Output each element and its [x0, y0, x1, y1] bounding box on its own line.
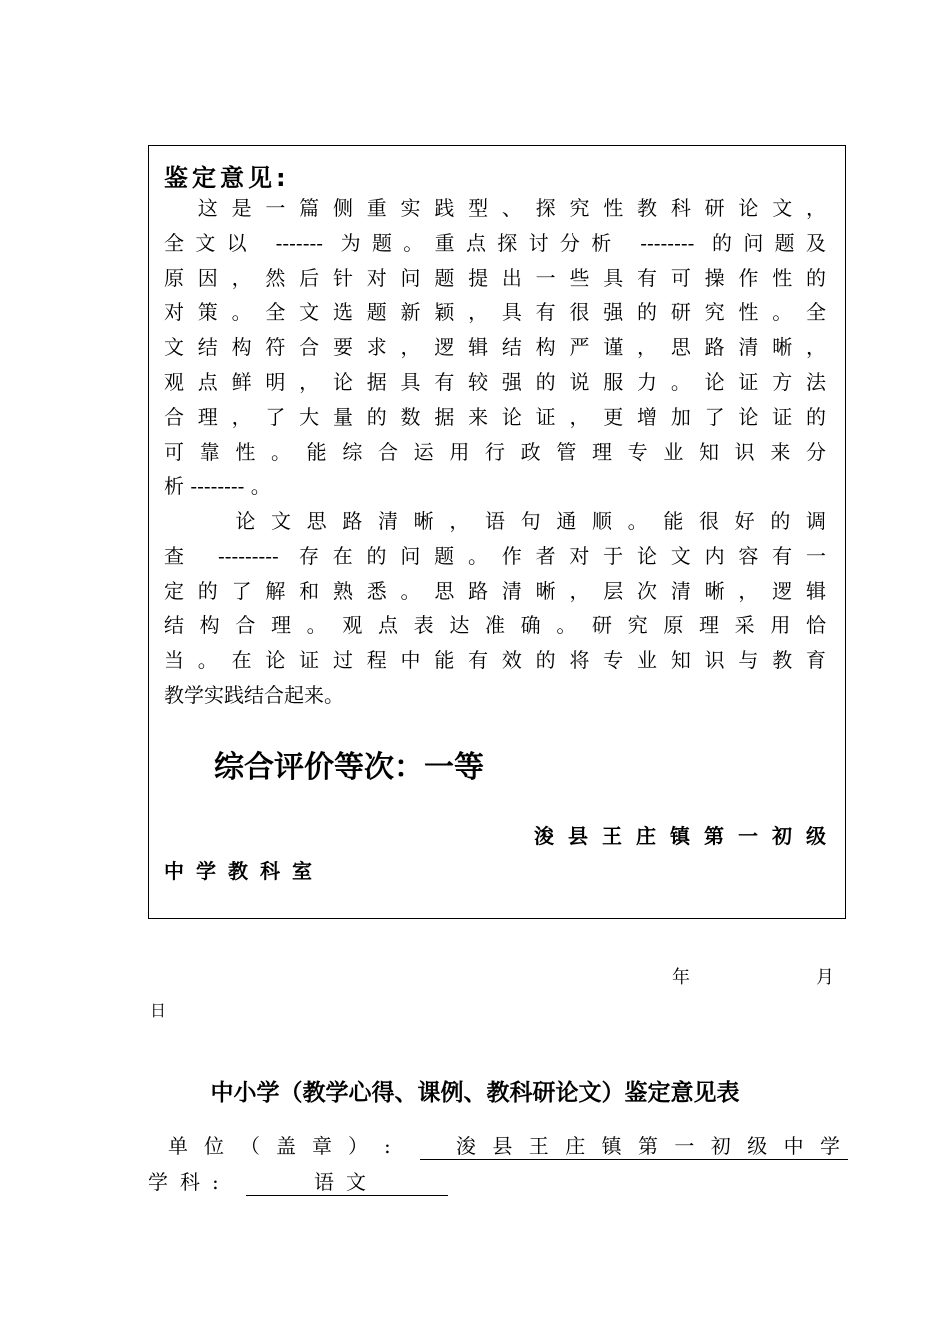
- paragraph-line: 查 --------- 存在的问题。作者对于论文内容有一: [164, 543, 826, 568]
- paragraph-line: 当。在论证过程中能有效的将专业知识与教育: [164, 648, 826, 673]
- date-day: 日: [150, 1001, 167, 1020]
- date-year: 年: [672, 967, 690, 988]
- subject-label: 学科:: [148, 1170, 231, 1194]
- paragraph-line: 定的了解和熟悉。思路清晰，层次清晰，逻辑: [164, 578, 826, 603]
- unit-label: 单位（盖章）:: [168, 1134, 407, 1158]
- paragraph-line: 对策。全文选题新颖，具有很强的研究性。全: [164, 300, 826, 325]
- unit-field[interactable]: 浚县王庄镇第一初级中学: [420, 1130, 848, 1160]
- school-name-line2: 中学教科室: [164, 859, 324, 883]
- subject-field[interactable]: 语文: [246, 1166, 448, 1196]
- date-month: 月: [816, 967, 834, 988]
- school-name-line1: 浚县王庄镇第一初级: [534, 824, 826, 848]
- paragraph-line: 可靠性。能综合运用行政管理专业知识来分: [164, 439, 826, 464]
- opinion-paragraph-1: [164, 191, 826, 504]
- paragraph-line: 原因，然后针对问题提出一些具有可操作性的: [164, 265, 826, 290]
- paragraph-line: 论文思路清晰，语句通顺。能很好的调: [164, 509, 826, 533]
- form-title: 中小学（教学心得、课例、教科研论文）鉴定意见表: [210, 1080, 740, 1106]
- paragraph-line: 析 -------- 。: [164, 474, 271, 499]
- paragraph-line: 文结构符合要求，逻辑结构严谨，思路清晰，: [164, 335, 826, 360]
- paragraph-line: 观点鲜明，论据具有较强的说服力。论证方法: [164, 369, 826, 394]
- opinion-heading: 鉴定意见:: [164, 164, 290, 192]
- paragraph-line: 结构合理。观点表达准确。研究原理采用恰: [164, 613, 826, 638]
- paragraph-line: 这是一篇侧重实践型、探究性教科研论文，: [164, 196, 826, 220]
- paragraph-line: 合理，了大量的数据来论证，更增加了论证的: [164, 404, 826, 429]
- paragraph-line: 全文以 ------- 为题。重点探讨分析 -------- 的问题及: [164, 230, 826, 255]
- opinion-paragraph-2: [164, 504, 826, 713]
- overall-grade: 综合评价等次：一等: [214, 750, 484, 785]
- paragraph-line: 教学实践结合起来。: [164, 682, 344, 707]
